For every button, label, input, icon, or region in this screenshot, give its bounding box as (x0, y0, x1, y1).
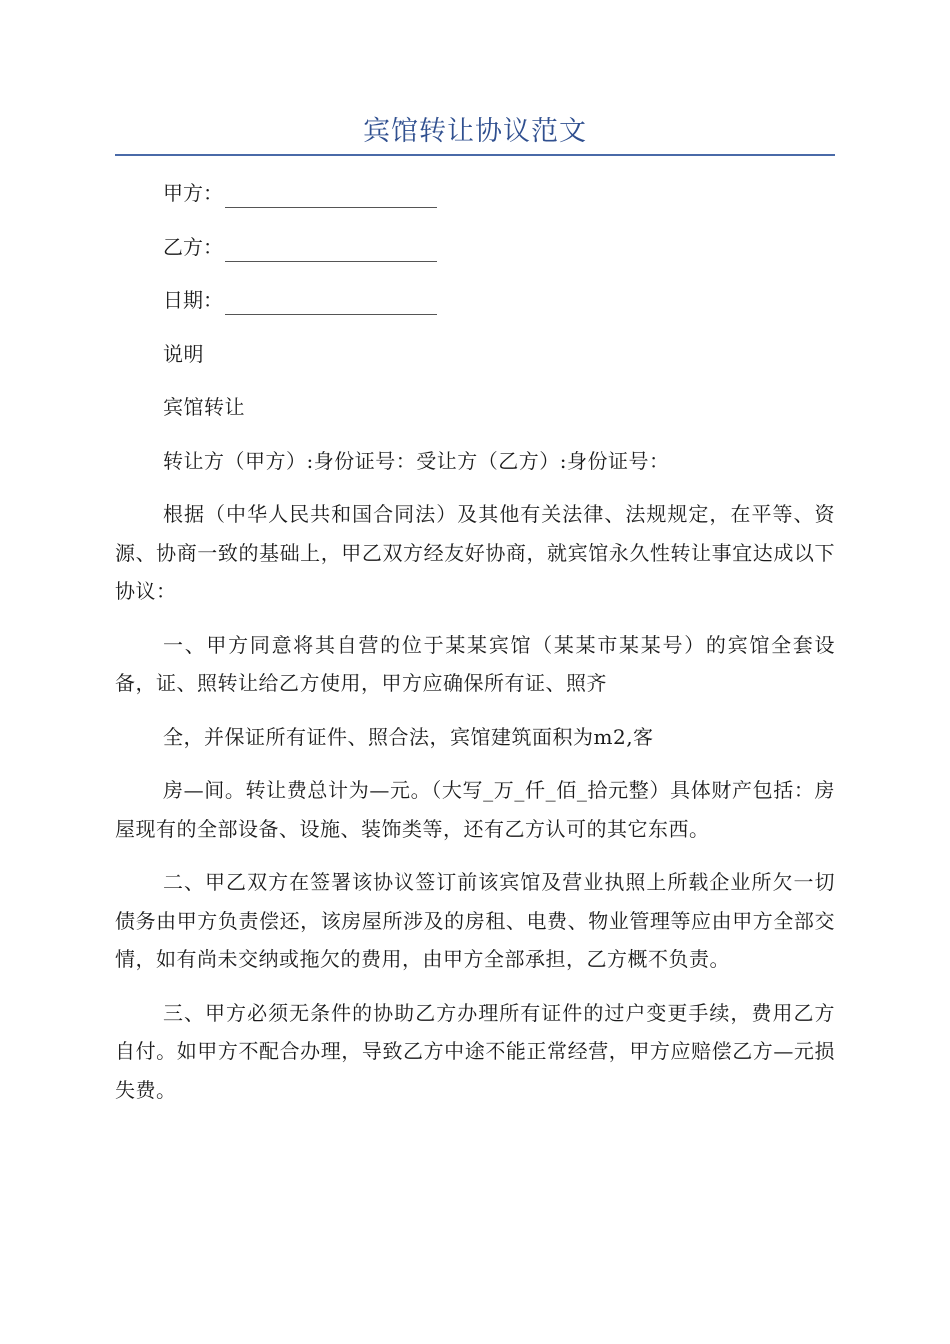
paragraph-clause-1-cont: 全，并保证所有证件、照合法，宾馆建筑面积为m2,客 (163, 724, 654, 749)
paragraph-parties: 转让方（甲方）:身份证号：受让方（乙方）:身份证号： (163, 448, 670, 473)
document-title: 宾馆转让协议范文 (363, 116, 587, 147)
party-a-field (115, 174, 835, 213)
party-b-field (115, 228, 835, 267)
paragraph-note: 说明 (163, 341, 204, 366)
date-blank[interactable] (225, 288, 437, 315)
title-underline (115, 154, 835, 156)
document-body (115, 174, 835, 1124)
field-label: 日期： (163, 288, 223, 312)
party-a-blank[interactable] (225, 181, 437, 208)
paragraph-basis: 根据（中华人民共和国合同法）及其他有关法律、法规规定，在平等、资源、协商一致的基础上，甲乙双方经友好协商，就宾馆永久性转让事宜达成以下协议： (115, 502, 835, 603)
paragraph-subject: 宾馆转让 (163, 395, 245, 419)
party-b-blank[interactable] (225, 235, 437, 262)
paragraph-clause-1-fee: 房—间。转让费总计为—元。（大写_万_仟_佰_拾元整）具体财产包括：房屋现有的全部设备、设施、装饰类等，还有乙方认可的其它东西。 (115, 778, 835, 841)
paragraph-clause-3: 三、甲方必须无条件的协助乙方办理所有证件的过户变更手续，费用乙方自付。如甲方不配合办理，导致乙方中途不能正常经营，甲方应赔偿乙方—元损失费。 (115, 1000, 835, 1102)
date-field (115, 281, 835, 320)
paragraph-clause-1: 一、甲方同意将其自营的位于某某宾馆（某某市某某号）的宾馆全套设备，证、照转让给乙方使用，甲方应确保所有证、照齐 (115, 632, 835, 695)
paragraph-clause-2: 二、甲乙双方在签署该协议签订前该宾馆及营业执照上所载企业所欠一切债务由甲方负责偿还，该房屋所涉及的房租、电费、物业管理等应由甲方全部交情，如有尚未交纳或拖欠的费用，由甲方全部承担，乙方概不负责。 (115, 870, 835, 971)
field-label: 甲方： (163, 181, 223, 205)
field-label: 乙方： (163, 234, 223, 259)
